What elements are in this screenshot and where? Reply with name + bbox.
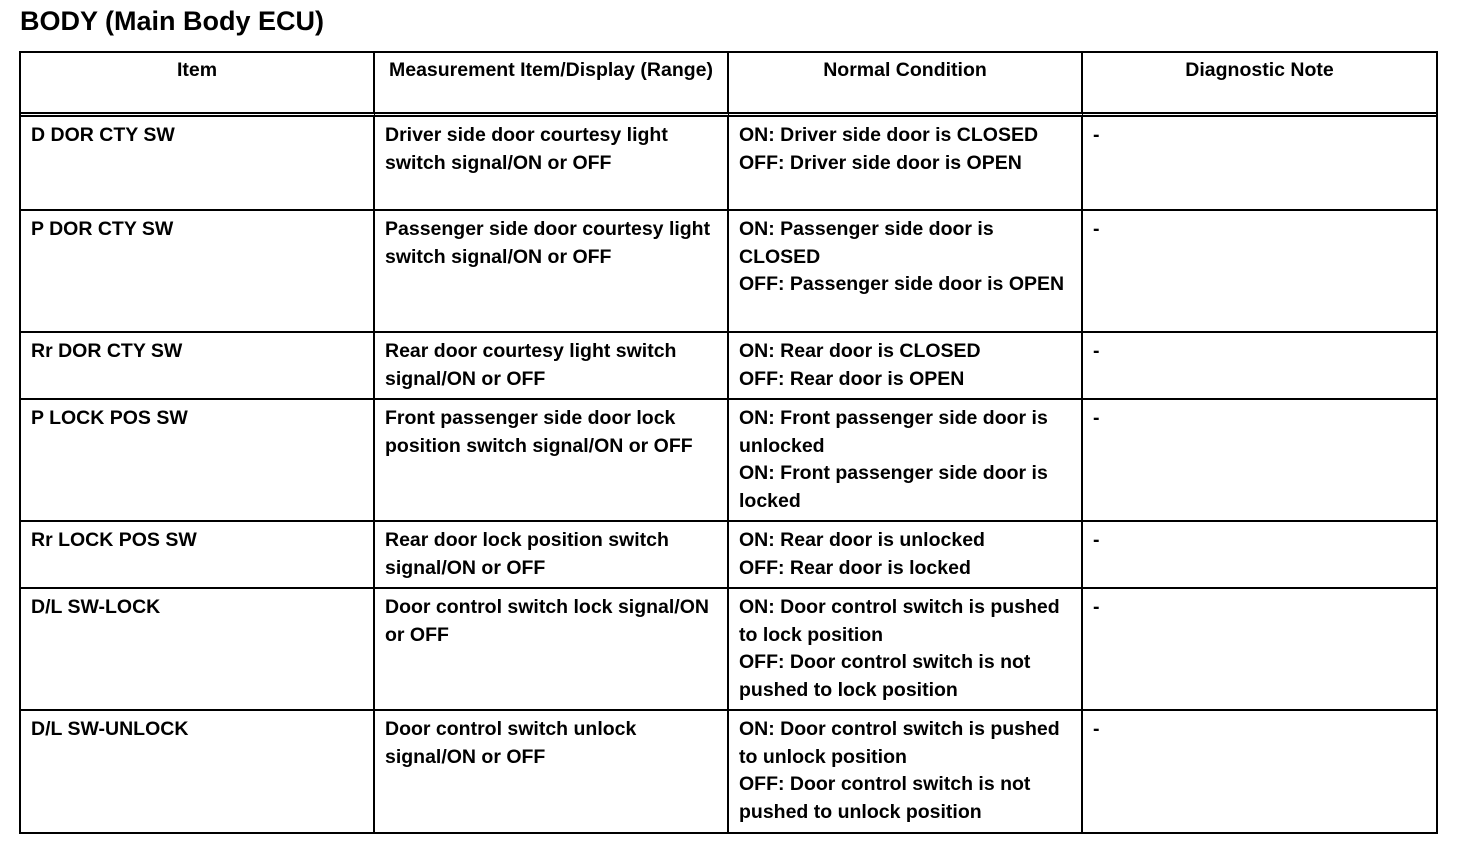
diagnostic-note-cell: -: [1083, 589, 1436, 711]
diagnostic-note-cell: -: [1083, 400, 1436, 522]
diagnostic-note-cell: -: [1083, 333, 1436, 400]
diagnostic-note-cell: -: [1083, 211, 1436, 333]
item-cell: D DOR CTY SW: [21, 117, 375, 211]
normal-condition-cell: [729, 333, 1083, 400]
table-row: [21, 117, 1436, 211]
normal-condition-cell: [729, 117, 1083, 211]
condition-line: OFF: Door control switch is not pushed to unlock position: [739, 773, 1031, 823]
column-header-normal-condition: Normal Condition: [729, 53, 1083, 117]
column-header-diagnostic-note: Diagnostic Note: [1083, 53, 1436, 117]
table-row: [21, 711, 1436, 832]
table-row: [21, 211, 1436, 333]
item-cell: D/L SW-UNLOCK: [21, 711, 375, 832]
condition-line: ON: Rear door is unlocked: [739, 529, 985, 551]
condition-line: OFF: Door control switch is not pushed to lock position: [739, 651, 1031, 701]
diagnostic-note-cell: -: [1093, 718, 1100, 740]
condition-line: OFF: Driver side door is OPEN: [739, 151, 1022, 174]
item-cell: P LOCK POS SW: [21, 400, 375, 522]
item-cell: Rr LOCK POS SW: [21, 522, 375, 589]
normal-condition-cell: [729, 711, 1083, 832]
measurement-cell: Rear door courtesy light switch signal/ON or OFF: [375, 333, 729, 400]
normal-condition-cell: [729, 589, 1083, 711]
normal-condition-cell: [729, 211, 1083, 333]
data-list-table: [19, 51, 1438, 834]
table-row: [21, 589, 1436, 711]
condition-line: ON: Front passenger side door is unlocked: [739, 407, 1048, 457]
table-row: [21, 522, 1436, 589]
measurement-cell: Front passenger side door lock position switch signal/ON or OFF: [375, 400, 729, 522]
item-cell: P DOR CTY SW: [21, 211, 375, 333]
condition-line: OFF: Passenger side door is OPEN: [739, 273, 1065, 295]
measurement-cell: Driver side door courtesy light switch signal/ON or OFF: [375, 117, 729, 211]
measurement-cell: Rear door lock position switch signal/ON or OFF: [375, 522, 729, 589]
condition-line: ON: Passenger side door is CLOSED: [739, 218, 994, 268]
diagnostic-note-cell: -: [1083, 522, 1436, 589]
condition-line: ON: Rear door is CLOSED: [739, 340, 981, 362]
item-cell: Rr DOR CTY SW: [21, 333, 375, 400]
column-header-item: Item: [21, 53, 375, 117]
condition-line: ON: Door control switch is pushed to lock position: [739, 596, 1060, 646]
page-title: BODY (Main Body ECU): [20, 6, 325, 36]
measurement-cell: Passenger side door courtesy light switch signal/ON or OFF: [375, 211, 729, 333]
measurement-cell: Door control switch unlock signal/ON or OFF: [375, 711, 729, 832]
table-row: [21, 333, 1436, 400]
condition-line: OFF: Rear door is locked: [739, 556, 971, 579]
normal-condition-cell: [729, 400, 1083, 522]
condition-line: OFF: Rear door is OPEN: [739, 367, 965, 390]
table-row: [21, 400, 1436, 522]
table-header-row: [21, 53, 1436, 117]
normal-condition-cell: [729, 522, 1083, 589]
condition-line: ON: Front passenger side door is locked: [739, 462, 1048, 512]
measurement-cell: Door control switch lock signal/ON or OFF: [375, 589, 729, 711]
condition-line: ON: Door control switch is pushed to unlock position: [739, 718, 1060, 768]
column-header-measurement: Measurement Item/Display (Range): [375, 53, 729, 117]
condition-line: ON: Driver side door is CLOSED: [739, 124, 1039, 146]
diagnostic-note-cell: -: [1083, 117, 1436, 211]
item-cell: D/L SW-LOCK: [21, 589, 375, 711]
